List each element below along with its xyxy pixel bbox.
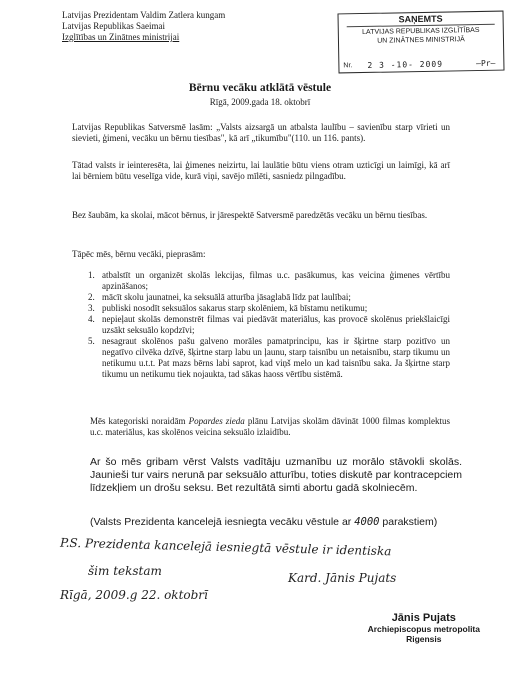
- paragraph-7-pre: (Valsts Prezidenta kancelejā iesniegta vecāku vēstule ar: [90, 516, 355, 528]
- list-item: [88, 303, 450, 314]
- list-item-number: 5.: [88, 336, 95, 346]
- signer-role-2: Rigensis: [406, 634, 442, 644]
- handwritten-ps-line-2: šim tekstam: [88, 564, 162, 578]
- signer-name: Jānis Pujats: [391, 612, 456, 624]
- stamp-reg-number: —Pr—: [476, 58, 496, 69]
- list-item-text: nesagraut skolēnos pašu galveno morāles pamatprincipu, kas ir šķirtne starp pozitīvo un negatīvo cilvēka dzīvē, šķirtne starp labu un ļaunu, starp taisnību un netaisnību, starp tikumu un netikumu u.t.t. Pat mazs bērns labi saprot, kad viņš melo un kad taisnību saka. Ja šķirtne starp tikumu un netikumu tiek nojaukta, tad sākas haoss vērtību sistēmā.: [102, 336, 450, 379]
- address-line: Latvijas Prezidentam Valdim Zatlera kungam: [62, 10, 226, 20]
- list-item: [88, 270, 450, 292]
- paragraph-7-post: parakstiem): [379, 516, 438, 528]
- list-item: [88, 292, 450, 303]
- list-item: [88, 314, 450, 336]
- paragraph-5-italic: Popardes zieda: [188, 416, 245, 426]
- paragraph-6: Ar šo mēs gribam vērst Valsts vadītāju uzmanību uz morālo stāvokli skolās. Jaunieši tur vairs nerunā par seksuālo atturību, toties diskutē par kontracepciem līdzekļiem un drošu seksu. Bet rezultātā simti abortu gadā skolniecēm.: [90, 456, 462, 494]
- list-item: [88, 336, 450, 380]
- stamp-line-1: LATVIJAS REPUBLIKAS IZGLĪTĪBAS: [362, 26, 480, 37]
- address-line: Latvijas Republikas Saeimai: [62, 21, 165, 31]
- letter-date: Rīgā, 2009.gada 18. oktobrī: [209, 97, 311, 107]
- stamp-nr-label: Nr.: [343, 62, 353, 70]
- paragraph-4: Tāpēc mēs, bērnu vecāki, pieprasām:: [72, 249, 206, 259]
- handwritten-date: Rīgā, 2009.g 22. oktobrī: [60, 588, 208, 602]
- address-block: [62, 10, 225, 43]
- list-item-text: mācīt skolu jaunatnei, ka seksuālā atturība jāsaglabā līdz pat laulībai;: [102, 292, 351, 302]
- list-item-number: 3.: [88, 303, 95, 313]
- address-line: Izglītības un Zinātnes ministrijai: [62, 32, 180, 42]
- paragraph-5-pre: Mēs kategoriski noraidām: [90, 416, 189, 426]
- letter-title: Bērnu vecāku atklātā vēstule: [188, 82, 332, 94]
- paragraph-2: Tātad valsts ir ieinteresēta, lai ģimenes neizirtu, lai laulātie būtu viens otram uzticīgi un laimīgi, kā arī lai bērniem būtu veselīga vide, kurā viņi, savējo mīlēti, sasniedz pilngadību.: [72, 160, 450, 181]
- stamp-date: 2 3 -10- 2009: [367, 59, 444, 70]
- list-item-number: 4.: [88, 314, 95, 324]
- paragraph-5-post: plānu Latvijas skolām dāvināt 1000 filmas komplektus u.c. materiālus, kas skolēnos veicina seksuālo izlaidību.: [90, 416, 451, 437]
- demands-list: [88, 270, 450, 380]
- handwritten-ps-line-1: P.S. Prezidenta kancelejā iesniegtā vēstule ir identiska: [59, 535, 392, 559]
- list-item-text: publiski nosodīt seksuālos sakarus starp skolēniem, kā bīstamu netikumu;: [102, 303, 368, 313]
- stamp-title: SAŅEMTS: [398, 13, 443, 25]
- paragraph-1: Latvijas Republikas Satversmē lasām: „Valsts aizsargā un atbalsta laulību – savienību starp vīrieti un sievieti, ģimeni, vecāku un bērnu tiesības", kā arī „tikumību"(110. un 116. pants).: [72, 122, 450, 143]
- list-item-number: 2.: [88, 292, 95, 302]
- handwritten-count: 4000: [354, 516, 380, 528]
- signer-block: [368, 612, 480, 644]
- received-stamp: [337, 11, 504, 74]
- paragraph-3: Bez šaubām, ka skolai, mācot bērnus, ir jārespektē Satversmē paredzētās vecāku un bērnu tiesības.: [72, 210, 428, 220]
- list-item-text: nepieļaut skolās demonstrēt filmas vai piedāvāt materiālus, kas provocē skolēnus priekšlaicīgi uzsākt seksuālo kopdzīvi;: [102, 314, 450, 335]
- paragraph-7: [90, 516, 470, 528]
- stamp-line-2: UN ZINĀTNES MINISTRIJĀ: [377, 36, 465, 45]
- handwritten-signature: Kard. Jānis Pujats: [288, 571, 397, 585]
- list-item-number: 1.: [88, 270, 95, 280]
- paragraph-5: [90, 416, 450, 438]
- list-item-text: atbalstīt un organizēt skolās lekcijas, filmas u.c. pasākumus, kas veicina ģimenes vērtību apzināšanos;: [102, 270, 450, 291]
- signer-role: Archiepiscopus metropolita: [367, 624, 480, 634]
